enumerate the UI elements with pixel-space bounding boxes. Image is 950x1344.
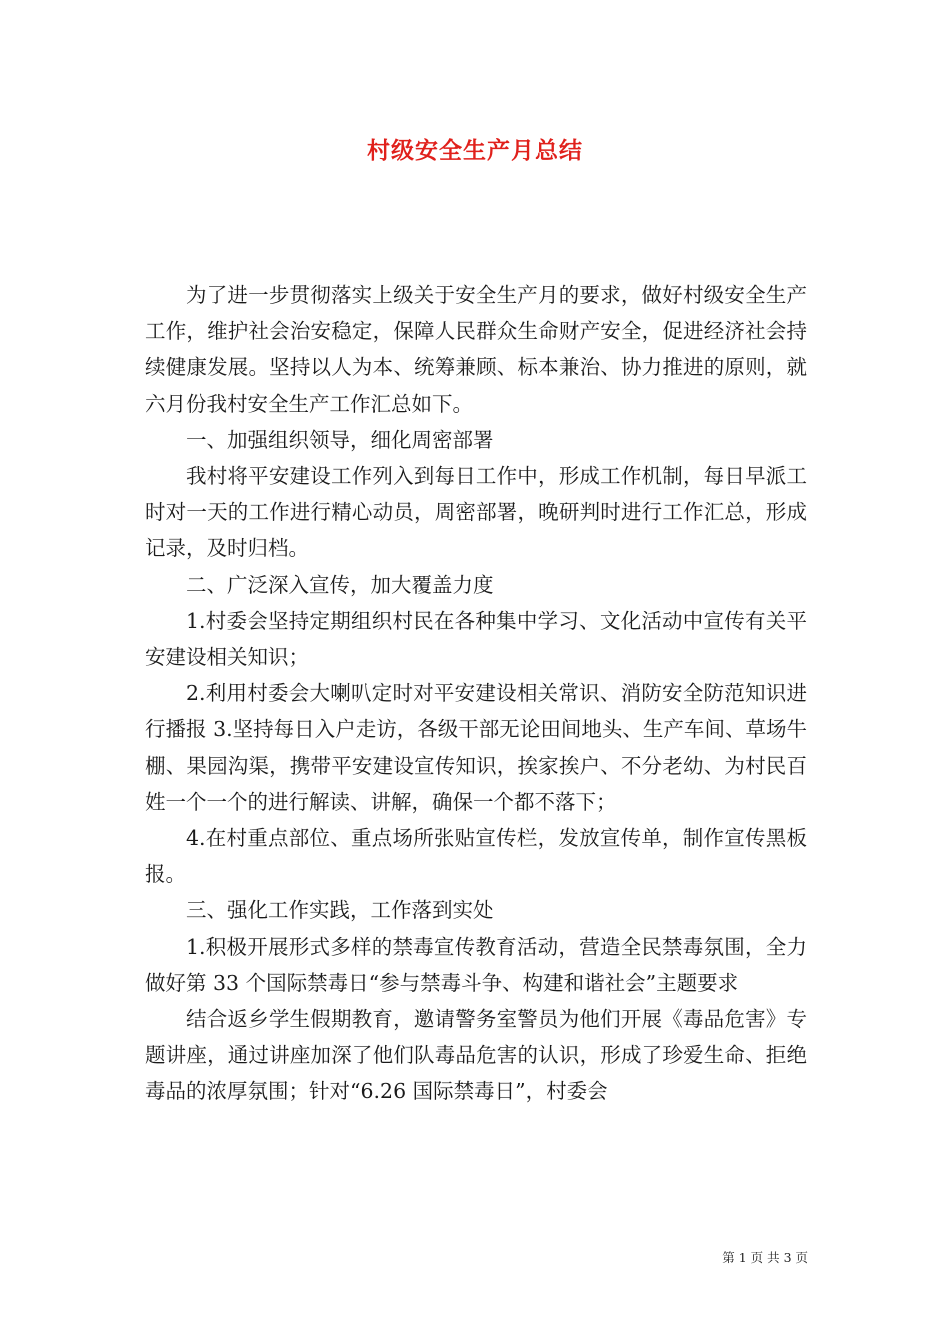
document-body: [145, 277, 807, 1110]
list-item-4: 4.在村重点部位、重点场所张贴宣传栏，发放宣传单，制作宣传黑板报。: [145, 826, 807, 887]
section-heading-3: 三、强化工作实践，工作落到实处: [186, 898, 494, 923]
document-title: 村级安全生产月总结: [367, 137, 583, 164]
page-number-footer: 第 1 页 共 3 页: [722, 1250, 808, 1265]
list-item-2: 2.利用村委会大喇叭定时对平安建设相关常识、消防安全防范知识进行播报 3.坚持每日入户走访，各级干部无论田间地头、生产车间、草场牛棚、果园沟渠，携带平安建设宣传知识，挨家挨户、不分老幼、为村民百姓一个一个的进行解读、讲解，确保一个都不落下；: [145, 681, 807, 814]
list-item-1: 1.村委会坚持定期组织村民在各种集中学习、文化活动中宣传有关平安建设相关知识；: [145, 608, 807, 670]
section-3-paragraph: 结合返乡学生假期教育，邀请警务室警员为他们开展《毒品危害》专题讲座，通过讲座加深了他们队毒品危害的认识，形成了珍爱生命、拒绝毒品的浓厚氛围；针对“6.26 国际禁毒日”，村委会: [145, 1007, 807, 1104]
section-heading-1: 一、加强组织领导，细化周密部署: [186, 427, 494, 452]
section-3-item-1: 1.积极开展形式多样的禁毒宣传教育活动，营造全民禁毒氛围，全力做好第 33 个国际禁毒日“参与禁毒斗争、构建和谐社会”主题要求: [145, 934, 807, 995]
section-heading-2: 二、广泛深入宣传，加大覆盖力度: [186, 572, 494, 597]
intro-paragraph: 为了进一步贯彻落实上级关于安全生产月的要求，做好村级安全生产工作，维护社会治安稳定，保障人民群众生命财产安全，促进经济社会持续健康发展。坚持以人为本、统筹兼顾、标本兼治、协力推进的原则，就六月份我村安全生产工作汇总如下。: [145, 283, 807, 416]
paragraph-section-1: 我村将平安建设工作列入到每日工作中，形成工作机制，每日早派工时对一天的工作进行精心动员，周密部署，晚研判时进行工作汇总，形成记录，及时归档。: [145, 464, 807, 561]
